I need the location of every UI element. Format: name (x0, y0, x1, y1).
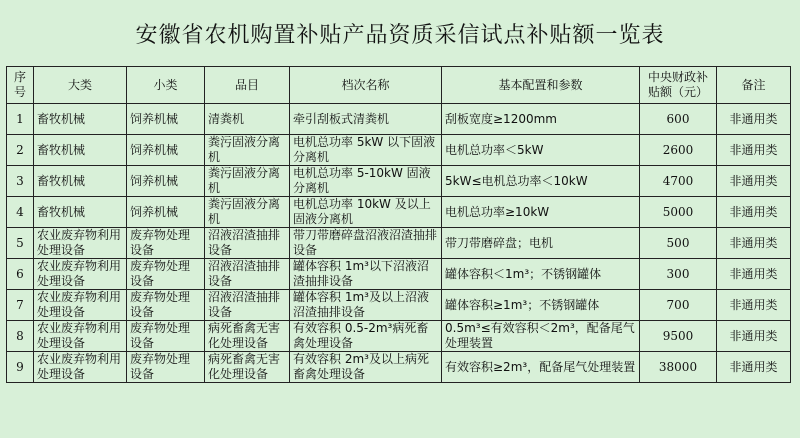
cell-config: 有效容积≥2m³，配备尾气处理装置 (442, 352, 640, 383)
cell-category: 农业废弃物利用处理设备 (34, 228, 127, 259)
cell-config: 电机总功率≥10kW (442, 197, 640, 228)
cell-subsidy: 600 (640, 104, 717, 135)
cell-note: 非通用类 (717, 290, 791, 321)
cell-grade: 罐体容积 1m³以下沼液沼渣抽排设备 (290, 259, 442, 290)
cell-no: 2 (7, 135, 34, 166)
subsidy-table (6, 66, 791, 383)
cell-subcategory: 饲养机械 (127, 166, 205, 197)
cell-subsidy: 9500 (640, 321, 717, 352)
table-row (7, 321, 791, 352)
table-row (7, 135, 791, 166)
cell-grade: 有效容积 0.5-2m³病死畜禽处理设备 (290, 321, 442, 352)
cell-grade: 电机总功率 10kW 及以上固液分离机 (290, 197, 442, 228)
cell-subcategory: 废弃物处理设备 (127, 352, 205, 383)
header-item: 品目 (205, 67, 290, 104)
cell-subcategory: 废弃物处理设备 (127, 290, 205, 321)
cell-no: 3 (7, 166, 34, 197)
cell-grade: 电机总功率 5-10kW 固液分离机 (290, 166, 442, 197)
cell-subcategory: 饲养机械 (127, 104, 205, 135)
cell-config: 罐体容积≥1m³；不锈钢罐体 (442, 290, 640, 321)
cell-grade: 罐体容积 1m³及以上沼液沼渣抽排设备 (290, 290, 442, 321)
cell-item: 病死畜禽无害化处理设备 (205, 352, 290, 383)
cell-config: 罐体容积＜1m³；不锈钢罐体 (442, 259, 640, 290)
table-row (7, 290, 791, 321)
cell-subsidy: 38000 (640, 352, 717, 383)
cell-subcategory: 废弃物处理设备 (127, 228, 205, 259)
cell-no: 5 (7, 228, 34, 259)
cell-category: 畜牧机械 (34, 135, 127, 166)
cell-no: 1 (7, 104, 34, 135)
cell-subsidy: 2600 (640, 135, 717, 166)
cell-grade: 有效容积 2m³及以上病死畜禽处理设备 (290, 352, 442, 383)
table-row (7, 228, 791, 259)
cell-subsidy: 4700 (640, 166, 717, 197)
cell-config: 刮板宽度≥1200mm (442, 104, 640, 135)
cell-grade: 带刀带磨碎盘沼液沼渣抽排设备 (290, 228, 442, 259)
cell-config: 0.5m³≤有效容积＜2m³，配备尾气处理装置 (442, 321, 640, 352)
table-row (7, 197, 791, 228)
cell-item: 沼液沼渣抽排设备 (205, 228, 290, 259)
cell-subcategory: 废弃物处理设备 (127, 259, 205, 290)
cell-config: 带刀带磨碎盘；电机 (442, 228, 640, 259)
cell-item: 粪污固液分离机 (205, 197, 290, 228)
cell-grade: 牵引刮板式清粪机 (290, 104, 442, 135)
cell-subcategory: 饲养机械 (127, 197, 205, 228)
cell-no: 8 (7, 321, 34, 352)
header-row (7, 67, 791, 104)
cell-subsidy: 500 (640, 228, 717, 259)
cell-note: 非通用类 (717, 321, 791, 352)
cell-category: 农业废弃物利用处理设备 (34, 290, 127, 321)
cell-item: 沼液沼渣抽排设备 (205, 290, 290, 321)
cell-note: 非通用类 (717, 352, 791, 383)
cell-no: 6 (7, 259, 34, 290)
cell-category: 畜牧机械 (34, 166, 127, 197)
cell-item: 清粪机 (205, 104, 290, 135)
cell-no: 4 (7, 197, 34, 228)
cell-category: 农业废弃物利用处理设备 (34, 352, 127, 383)
cell-no: 9 (7, 352, 34, 383)
cell-note: 非通用类 (717, 259, 791, 290)
cell-subsidy: 700 (640, 290, 717, 321)
cell-note: 非通用类 (717, 166, 791, 197)
cell-config: 电机总功率＜5kW (442, 135, 640, 166)
cell-subsidy: 300 (640, 259, 717, 290)
table-row (7, 259, 791, 290)
page-title: 安徽省农机购置补贴产品资质采信试点补贴额一览表 (135, 23, 665, 48)
cell-config: 5kW≤电机总功率＜10kW (442, 166, 640, 197)
cell-subcategory: 废弃物处理设备 (127, 321, 205, 352)
cell-item: 粪污固液分离机 (205, 166, 290, 197)
header-note: 备注 (717, 67, 791, 104)
cell-no: 7 (7, 290, 34, 321)
table-row (7, 104, 791, 135)
cell-item: 病死畜禽无害化处理设备 (205, 321, 290, 352)
header-no: 序号 (7, 67, 34, 104)
cell-category: 畜牧机械 (34, 197, 127, 228)
cell-item: 沼液沼渣抽排设备 (205, 259, 290, 290)
cell-note: 非通用类 (717, 228, 791, 259)
header-subcategory: 小类 (127, 67, 205, 104)
cell-category: 农业废弃物利用处理设备 (34, 259, 127, 290)
cell-category: 畜牧机械 (34, 104, 127, 135)
cell-category: 农业废弃物利用处理设备 (34, 321, 127, 352)
cell-item: 粪污固液分离机 (205, 135, 290, 166)
header-config: 基本配置和参数 (442, 67, 640, 104)
cell-subcategory: 饲养机械 (127, 135, 205, 166)
table-row (7, 166, 791, 197)
cell-note: 非通用类 (717, 135, 791, 166)
cell-note: 非通用类 (717, 197, 791, 228)
cell-grade: 电机总功率 5kW 以下固液分离机 (290, 135, 442, 166)
header-category: 大类 (34, 67, 127, 104)
table-row (7, 352, 791, 383)
header-subsidy: 中央财政补贴额（元） (640, 67, 717, 104)
cell-note: 非通用类 (717, 104, 791, 135)
header-grade: 档次名称 (290, 67, 442, 104)
cell-subsidy: 5000 (640, 197, 717, 228)
